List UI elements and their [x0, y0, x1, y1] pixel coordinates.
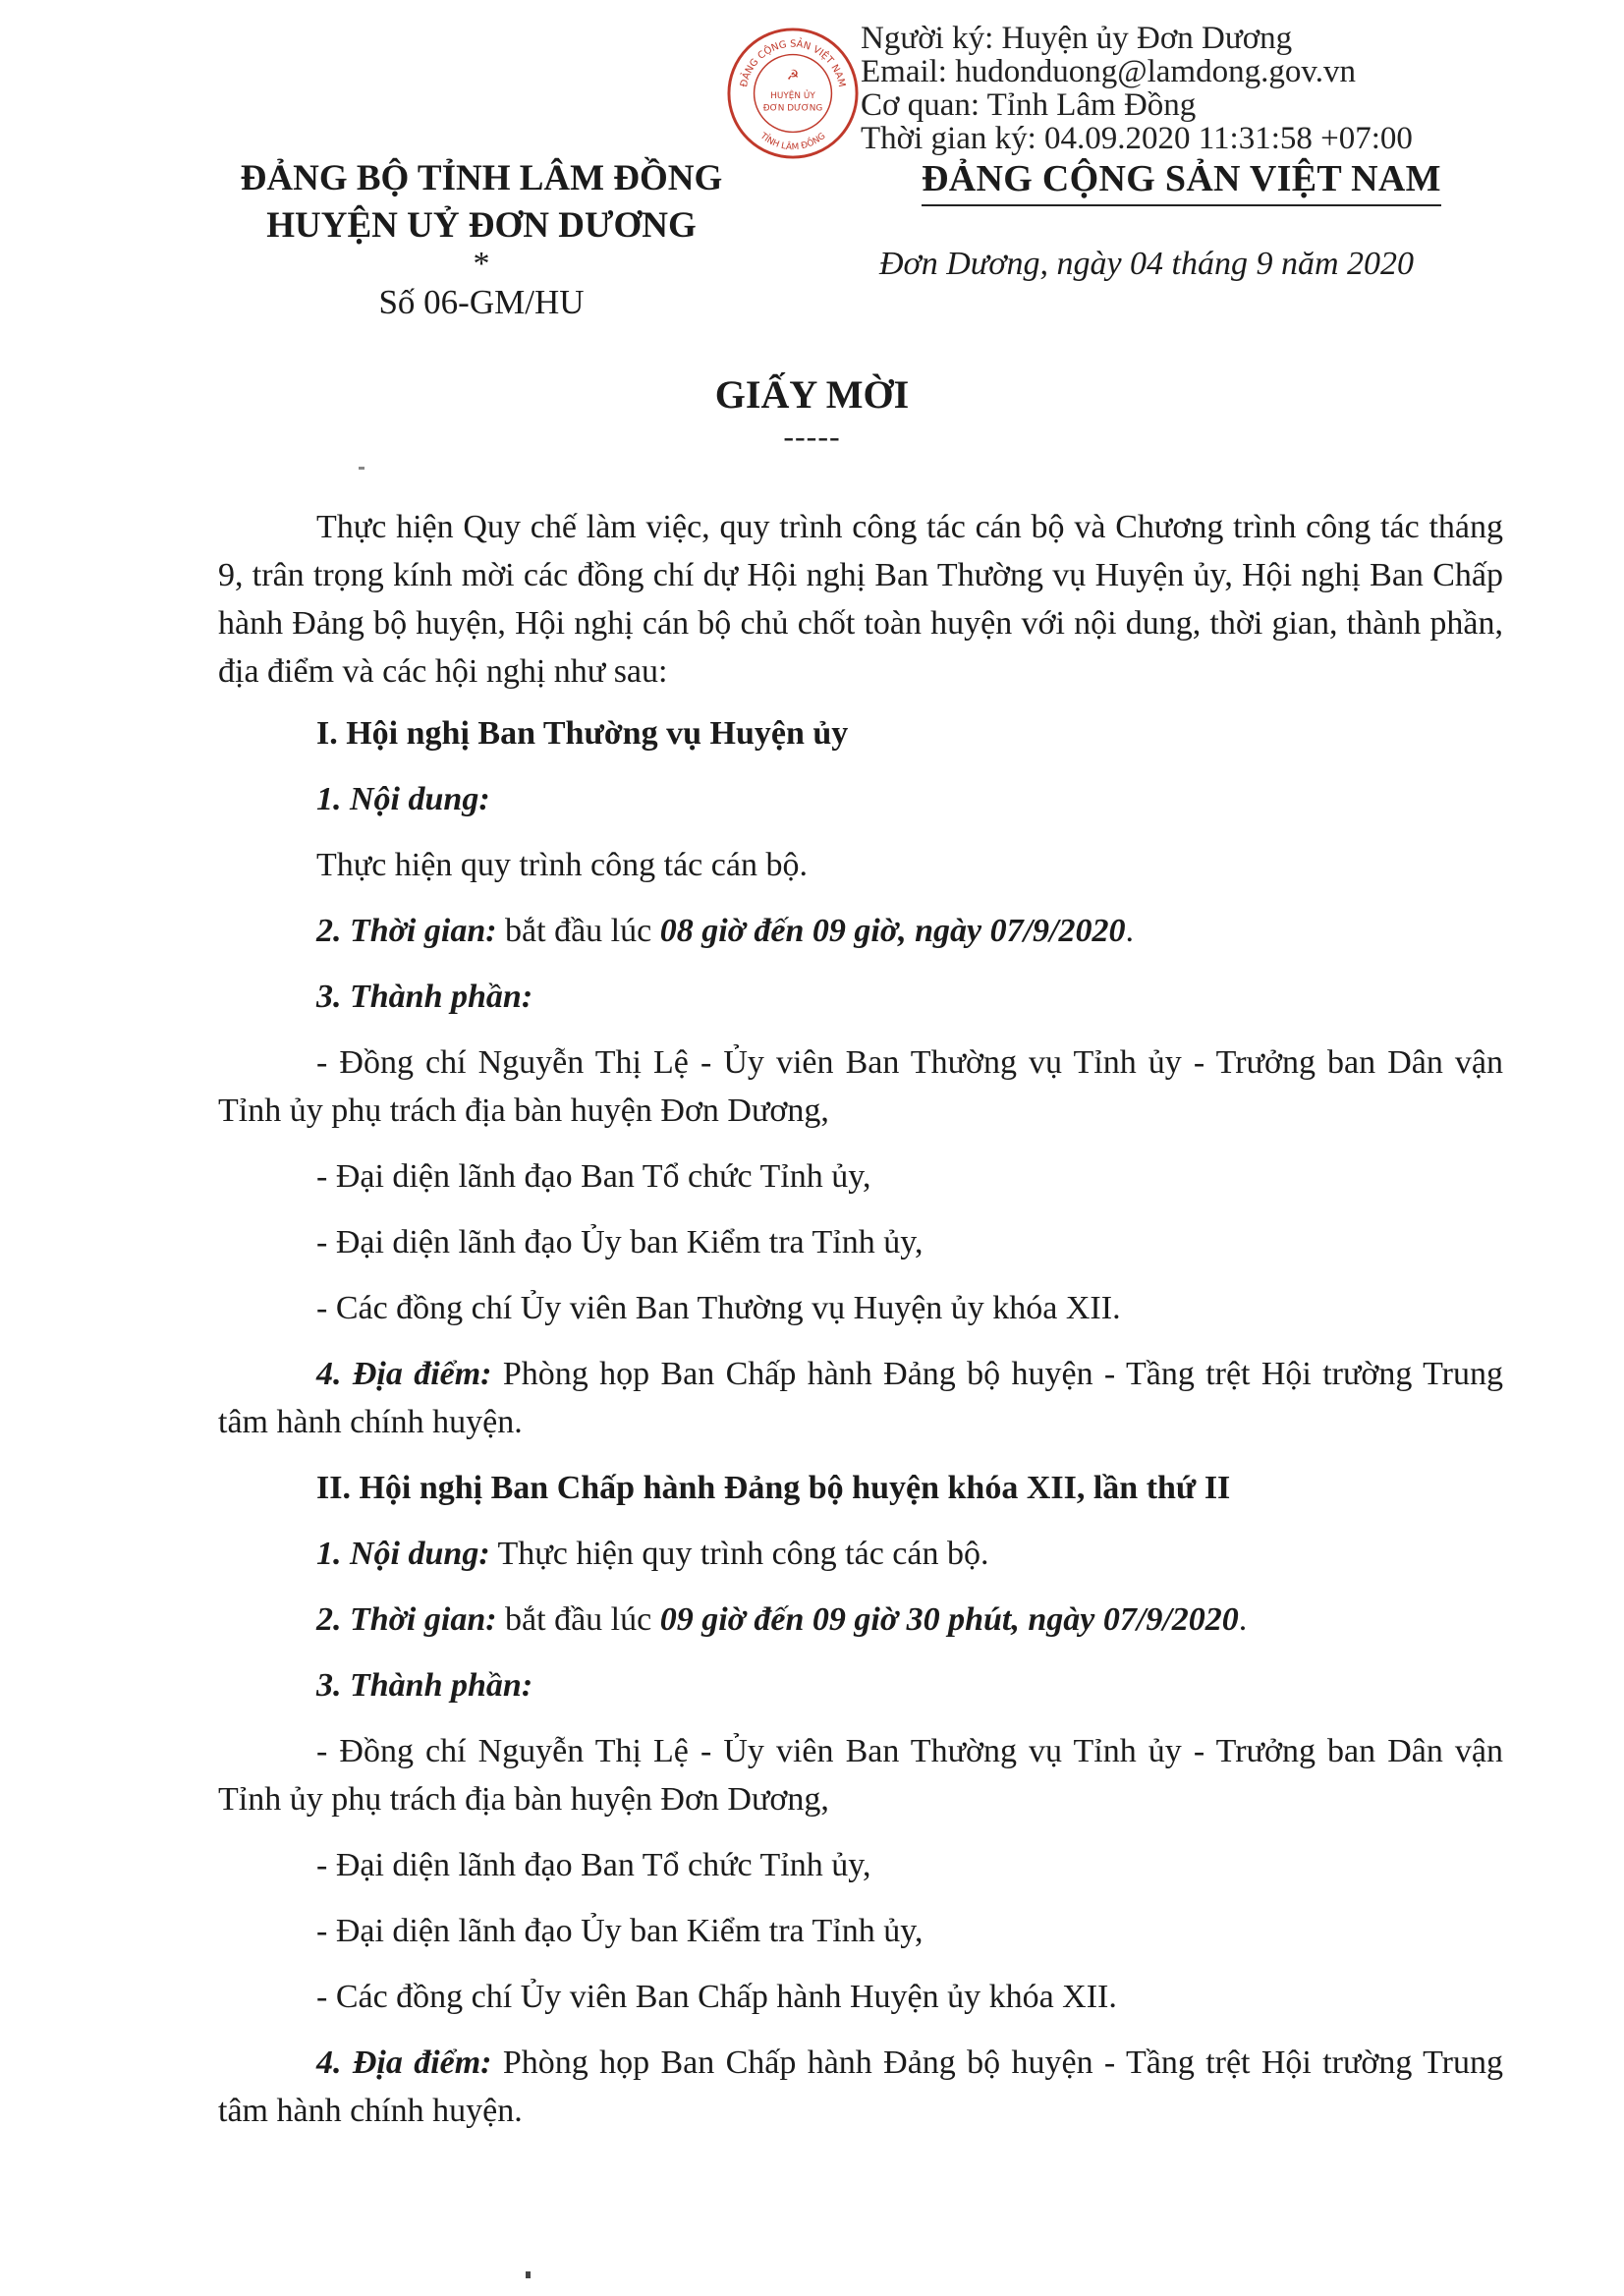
- org-line2: HUYỆN UỶ ĐƠN DƯƠNG: [266, 205, 697, 246]
- digital-signature-block: [861, 22, 1413, 155]
- document-number: Số 06-GM/HU: [378, 283, 585, 321]
- party-name: ĐẢNG CỘNG SẢN VIỆT NAM: [922, 158, 1441, 199]
- section2-heading: II. Hội nghị Ban Chấp hành Đảng bộ huyện khóa XII, lần thứ II: [316, 1470, 1231, 1506]
- signer: Người ký: Huyện ủy Đơn Dương: [861, 21, 1293, 56]
- section2-time: 2. Thời gian: bắt đầu lúc 09 giờ đến 09 giờ 30 phút, ngày 07/9/2020.: [316, 1601, 1248, 1638]
- section2-members-label: 3. Thành phần:: [316, 1667, 533, 1704]
- seal-center-line2: ĐƠN DƯƠNG: [762, 103, 823, 114]
- place-prefix: Đơn Dương, ngày: [879, 246, 1131, 282]
- issuing-organization: [226, 155, 737, 326]
- section2-member: - Đại diện lãnh đạo Ủy ban Kiểm tra Tỉnh ủy,: [316, 1913, 924, 1949]
- hammer-sickle-icon: ☭: [786, 68, 800, 84]
- section2-location: 4. Địa điểm: Phòng họp Ban Chấp hành Đảng bộ huyện - Tầng trệt Hội trường Trung tâm hành chính huyện.: [218, 2044, 1503, 2129]
- section1-time: 2. Thời gian: bắt đầu lúc 08 giờ đến 09 giờ, ngày 07/9/2020.: [316, 913, 1134, 949]
- seal-center-line1: HUYỆN ỦY: [770, 90, 815, 101]
- section1-member: - Đại diện lãnh đạo Ủy ban Kiểm tra Tỉnh ủy,: [316, 1224, 924, 1260]
- section2-member: - Các đồng chí Ủy viên Ban Chấp hành Huyện ủy khóa XII.: [316, 1979, 1117, 2015]
- party-underline: [922, 204, 1441, 206]
- document-title: GIẤY MỜI: [714, 372, 910, 417]
- section1-content-text: Thực hiện quy trình công tác cán bộ.: [316, 847, 808, 883]
- document-body: [218, 503, 1503, 2153]
- svg-text:TỈNH LÂM ĐỒNG: [757, 131, 828, 152]
- section2-member: - Đồng chí Nguyễn Thị Lệ - Ủy viên Ban Thường vụ Tỉnh ủy - Trưởng ban Dân vận Tỉnh ủy phụ trách địa bàn huyện Đơn Dương,: [218, 1733, 1503, 1818]
- section1-members-label: 3. Thành phần:: [316, 979, 533, 1015]
- section1-content-label: 1. Nội dung:: [316, 781, 490, 817]
- seal-top-text: ĐẢNG CỘNG SẢN VIỆT NAM: [739, 38, 847, 88]
- party-heading: [922, 157, 1441, 200]
- scan-speck: [526, 2271, 531, 2278]
- org-line1: ĐẢNG BỘ TỈNH LÂM ĐỒNG: [240, 158, 723, 198]
- seal-bottom-text: TỈNH LÂM ĐỒNG: [757, 131, 828, 153]
- section1-member: - Các đồng chí Ủy viên Ban Thường vụ Huyện ủy khóa XII.: [316, 1290, 1121, 1326]
- title-dashes: -----: [783, 419, 841, 454]
- signer-agency: Cơ quan: Tỉnh Lâm Đồng: [861, 87, 1197, 123]
- date-day: 04: [1130, 246, 1164, 282]
- section2-content: 1. Nội dung: Thực hiện quy trình công tác cán bộ.: [316, 1536, 989, 1572]
- section1-member: - Đồng chí Nguyễn Thị Lệ - Ủy viên Ban Thường vụ Tỉnh ủy - Trưởng ban Dân vận Tỉnh ủy phụ trách địa bàn huyện Đơn Dương,: [218, 1044, 1503, 1129]
- intro-paragraph: Thực hiện Quy chế làm việc, quy trình công tác cán bộ và Chương trình công tác tháng 9, trân trọng kính mời các đồng chí dự Hội nghị Ban Thường vụ Huyện ủy, Hội nghị Ban Chấp hành Đảng bộ huyện, Hội nghị cán bộ chủ chốt toàn huyện với nội dung, thời gian, thành phần, địa điểm và các hội nghị như sau:: [218, 509, 1503, 690]
- scan-speck: [359, 467, 364, 470]
- section1-location: 4. Địa điểm: Phòng họp Ban Chấp hành Đảng bộ huyện - Tầng trệt Hội trường Trung tâm hành chính huyện.: [218, 1356, 1503, 1440]
- org-star: *: [473, 246, 490, 282]
- place-suffix: tháng 9 năm 2020: [1163, 246, 1415, 282]
- official-seal-stamp: [725, 26, 861, 161]
- place-date: [879, 246, 1414, 283]
- section1-heading: I. Hội nghị Ban Thường vụ Huyện ủy: [316, 715, 849, 752]
- signing-time: Thời gian ký: 04.09.2020 11:31:58 +07:00: [861, 121, 1413, 156]
- signer-email: Email: hudonduong@lamdong.gov.vn: [861, 54, 1356, 89]
- section2-member: - Đại diện lãnh đạo Ban Tổ chức Tỉnh ủy,: [316, 1847, 871, 1883]
- section1-member: - Đại diện lãnh đạo Ban Tổ chức Tỉnh ủy,: [316, 1158, 871, 1195]
